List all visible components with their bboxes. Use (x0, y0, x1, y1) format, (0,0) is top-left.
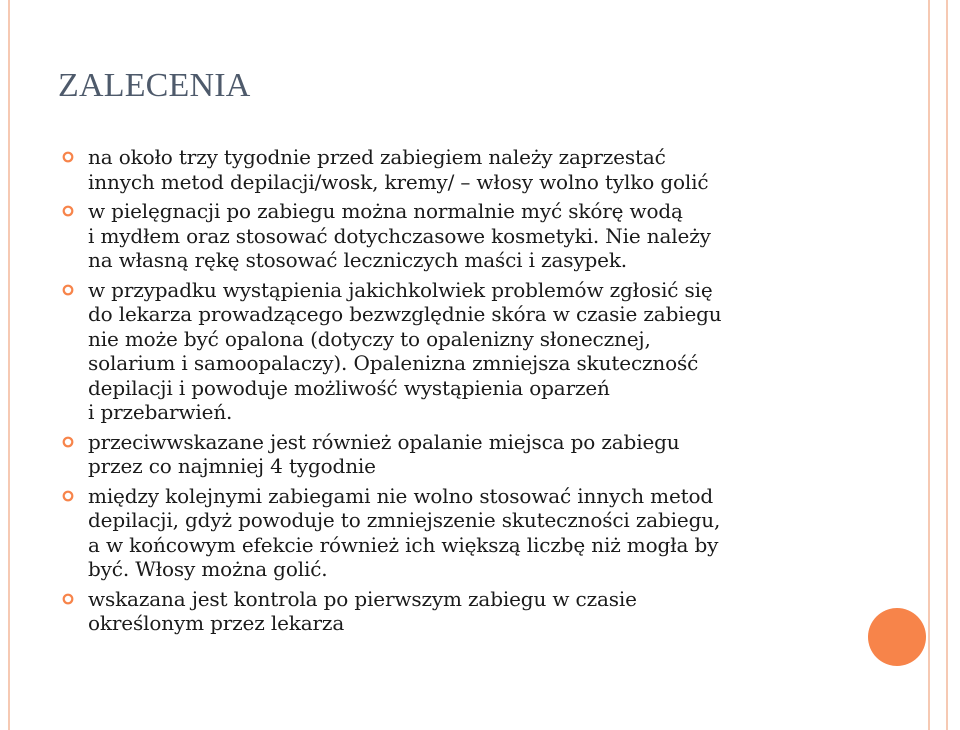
list-item-text: być. Włosy można golić. (88, 557, 328, 581)
list-item-text: na własną rękę stosować leczniczych maści i zasypek. (88, 248, 627, 272)
orange-ring-bullet-icon (62, 151, 74, 163)
orange-ring-bullet-icon (62, 205, 74, 217)
orange-ring-bullet-icon (62, 436, 74, 448)
list-item-text: innych metod depilacji/wosk, kremy/ – włosy wolno tylko golić (88, 169, 709, 194)
slide-frame-right-band (928, 0, 948, 730)
list-item-text: i mydłem oraz stosować dotychczasowe kosmetyki. Nie należy (88, 223, 711, 248)
list-item-text: i przebarwień. (88, 400, 233, 424)
list-item (62, 278, 842, 425)
list-item (62, 484, 842, 582)
list-item-text: depilacji, gdyż powoduje to zmniejszenie skuteczności zabiegu, (88, 508, 721, 532)
list-item (62, 430, 842, 479)
list-item (62, 145, 842, 194)
recommendations-list (62, 145, 842, 636)
list-item-text: wskazana jest kontrola po pierwszym zabiegu w czasie (88, 586, 637, 611)
list-item-text: określonym przez lekarza (88, 611, 345, 635)
orange-ring-bullet-icon (62, 593, 74, 605)
list-item-text: depilacji i powoduje możliwość wystąpienia oparzeń (88, 375, 610, 400)
list-item (62, 587, 842, 636)
list-item-text: przeciwwskazane jest również opalanie miejsca po zabiegu (88, 429, 680, 454)
list-item-text: solarium i samoopalaczy). Opalenizna zmniejsza skuteczność (88, 351, 699, 375)
list-item-text: między kolejnymi zabiegami nie wolno stosować innych metod (88, 483, 714, 508)
orange-ring-bullet-icon (62, 490, 74, 502)
orange-circle-decoration (868, 608, 926, 666)
list-item-text: przez co najmniej 4 tygodnie (88, 454, 376, 478)
list-item-text: w przypadku wystąpienia jakichkolwiek problemów zgłosić się (88, 277, 713, 302)
list-item (62, 199, 842, 273)
slide-frame-left-line (8, 0, 10, 730)
list-item-text: na około trzy tygodnie przed zabiegiem należy zaprzestać (88, 145, 666, 169)
list-item-text: do lekarza prowadzącego bezwzględnie skóra w czasie zabiegu (88, 302, 722, 326)
list-item-text: nie może być opalona (dotyczy to opalenizny słonecznej, (88, 326, 651, 351)
list-item-text: a w końcowym efekcie również ich większą liczbę niż mogła by (88, 532, 719, 557)
list-item-text: w pielęgnacji po zabiegu można normalnie myć skórę wodą (88, 199, 683, 223)
slide-title: ZALECENIA (58, 67, 251, 104)
orange-ring-bullet-icon (62, 284, 74, 296)
